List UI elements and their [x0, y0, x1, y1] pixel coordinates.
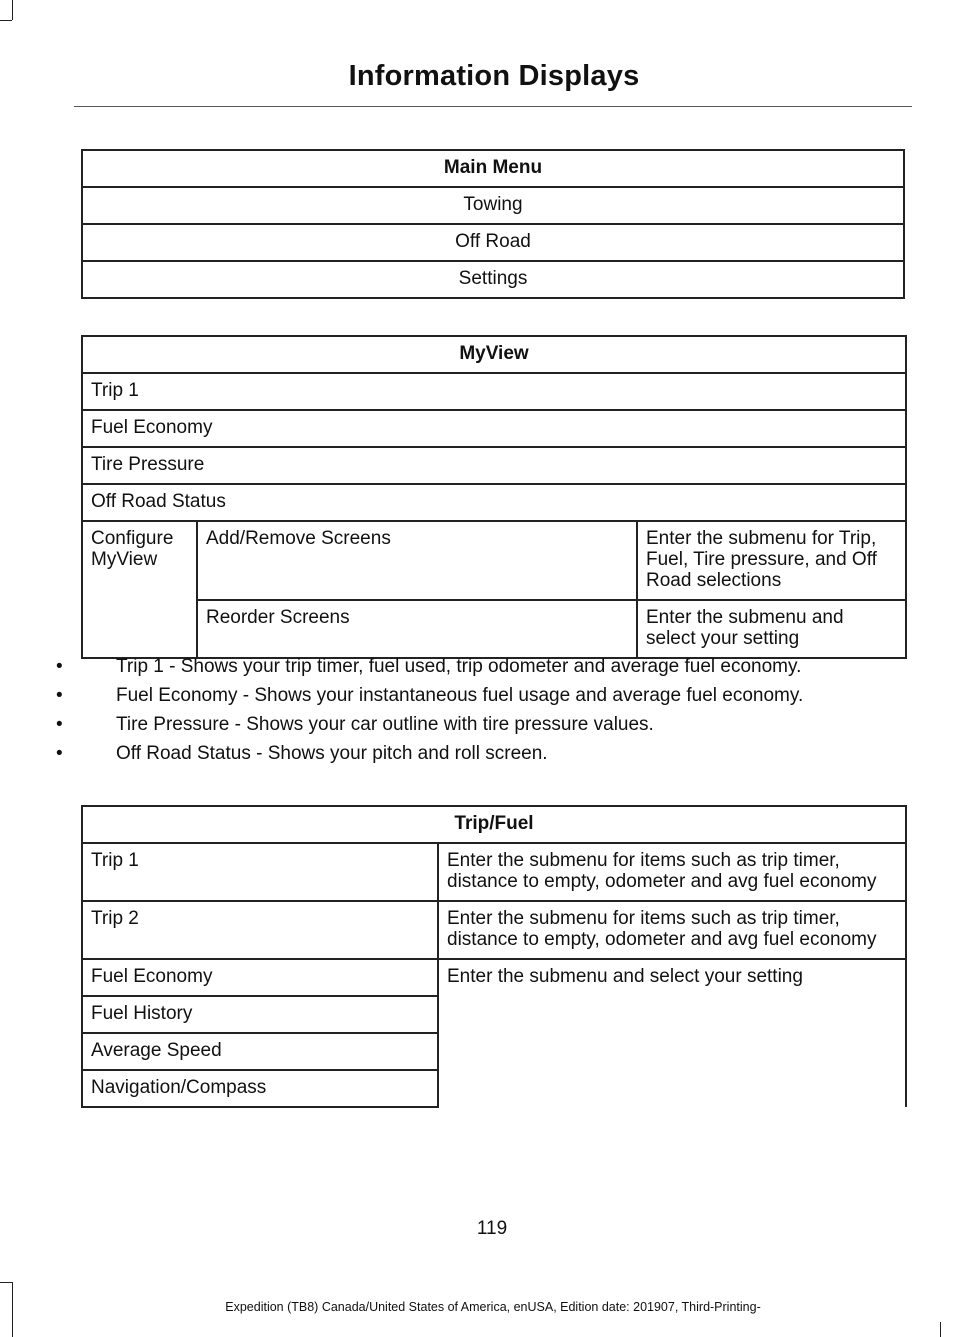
- list-item: • Trip 1 - Shows your trip timer, fuel used, trip odometer and average fuel economy.: [56, 656, 802, 677]
- crop-mark: [12, 0, 13, 20]
- trip-fuel-item: Navigation/Compass: [82, 1070, 438, 1107]
- myview-item: Fuel Economy: [82, 410, 906, 447]
- trip-fuel-table: [81, 805, 907, 1108]
- myview-item: Tire Pressure: [82, 447, 906, 484]
- main-menu-item: Off Road: [82, 224, 904, 261]
- list-item: • Off Road Status - Shows your pitch and roll screen.: [56, 743, 548, 764]
- configure-option: Reorder Screens: [197, 600, 637, 658]
- bullet-icon: •: [56, 685, 63, 706]
- trip-fuel-action: Enter the submenu and select your setting: [438, 959, 906, 1107]
- trip-fuel-item: Average Speed: [82, 1033, 438, 1070]
- crop-mark: [0, 1282, 12, 1283]
- list-item: • Fuel Economy - Shows your instantaneous fuel usage and average fuel economy.: [56, 685, 804, 706]
- trip-fuel-item: Fuel Economy: [82, 959, 438, 996]
- trip-fuel-heading: Trip/Fuel: [82, 806, 906, 843]
- configure-action: Enter the submenu and select your setting: [637, 600, 906, 658]
- trip-fuel-item: Trip 2: [82, 901, 438, 959]
- crop-mark: [940, 1322, 941, 1337]
- myview-item: Off Road Status: [82, 484, 906, 521]
- main-menu-item: Towing: [82, 187, 904, 224]
- configure-action: Enter the submenu for Trip, Fuel, Tire pressure, and Off Road selections: [637, 521, 906, 600]
- description-list: [56, 656, 936, 772]
- configure-option: Add/Remove Screens: [197, 521, 637, 600]
- main-menu-table: [81, 149, 905, 299]
- trip-fuel-item: Fuel History: [82, 996, 438, 1033]
- crop-mark: [0, 20, 12, 21]
- trip-fuel-item: Trip 1: [82, 843, 438, 901]
- configure-myview-label: Configure MyView: [82, 521, 197, 658]
- trip-fuel-action: Enter the submenu for items such as trip timer, distance to empty, odometer and avg fuel economy: [438, 901, 906, 959]
- main-menu-heading: Main Menu: [82, 150, 904, 187]
- header-divider: [74, 106, 912, 107]
- page-title: Information Displays: [348, 60, 640, 92]
- list-item: • Tire Pressure - Shows your car outline with tire pressure values.: [56, 714, 654, 735]
- main-menu-item: Settings: [82, 261, 904, 298]
- myview-heading: MyView: [82, 336, 906, 373]
- footer-text: Expedition (TB8) Canada/United States of America, enUSA, Edition date: 201907, Third-Printing-: [225, 1300, 761, 1314]
- bullet-icon: •: [56, 656, 63, 677]
- page-number: 119: [476, 1218, 508, 1239]
- bullet-icon: •: [56, 714, 63, 735]
- myview-item: Trip 1: [82, 373, 906, 410]
- myview-table: [81, 335, 907, 659]
- trip-fuel-action: Enter the submenu for items such as trip timer, distance to empty, odometer and avg fuel economy: [438, 843, 906, 901]
- bullet-icon: •: [56, 743, 63, 764]
